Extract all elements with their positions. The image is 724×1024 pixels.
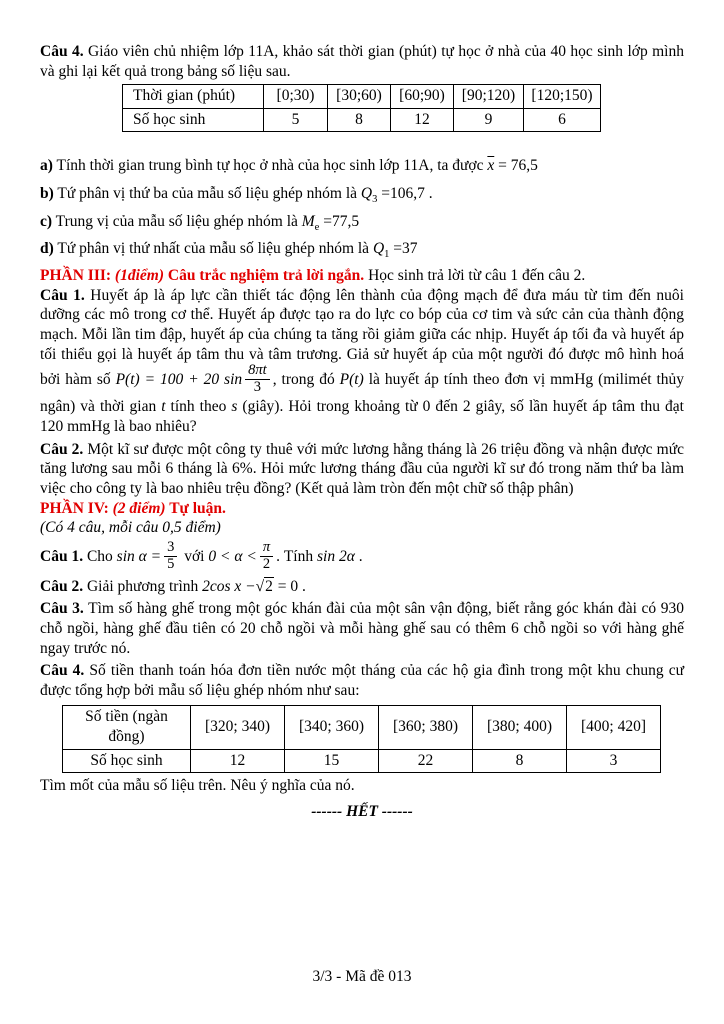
table-cell: 5: [264, 108, 328, 131]
table-cell: 3: [567, 749, 661, 772]
table-row-header: [123, 85, 601, 108]
paragraph-part4-cau1: [40, 538, 684, 574]
section-title: Câu trắc nghiệm trả lời ngắn.: [164, 266, 365, 284]
statement-d: [40, 239, 684, 259]
section-instruction: Học sinh trả lời từ câu 1 đến câu 2.: [364, 266, 586, 284]
question-text: Cho: [83, 547, 117, 565]
math-sqrt: √2: [255, 577, 273, 595]
question-label: Câu 4.: [40, 43, 84, 60]
table-cell: [30;60): [328, 85, 391, 108]
statement-label: b): [40, 184, 54, 202]
statement-text: Trung vị của mẫu số liệu ghép nhóm là: [52, 212, 302, 230]
math-var: Q: [360, 184, 373, 202]
section-number: PHẦN IV:: [40, 499, 113, 517]
fraction-denominator: 3: [253, 379, 262, 396]
question-text: Tìm số hàng ghế trong một góc khán đài của một sân vận động, biết rằng góc khán đài có 930 chỗ ngồi, hàng ghế đầu tiên có 20 chỗ ngồi và mỗi hàng ghế sau có thêm 6 chỗ ngồi so với hàng ghế ngay trước nó.: [40, 600, 685, 657]
table-row-values: [123, 108, 601, 131]
statement-b: [40, 184, 684, 204]
fraction-denominator: 5: [167, 555, 175, 572]
math-fraction: [260, 540, 273, 573]
statement-label: c): [40, 212, 53, 230]
table-cell: [90;120): [454, 85, 524, 108]
table-cell: [360; 380): [379, 705, 473, 749]
math-xbar: $\overline{x}$: [487, 157, 495, 175]
table-row-header: [63, 705, 661, 749]
table-cell: [0;30): [264, 85, 328, 108]
statement-text: Tứ phân vị thứ nhất của mẫu số liệu ghép nhóm là: [53, 240, 373, 258]
question-text: với: [180, 547, 209, 565]
math-expression: 0 < α <: [208, 547, 257, 565]
question-text: tính theo: [165, 398, 232, 416]
table-cell: Thời gian (phút): [123, 85, 264, 108]
statement-tail: .: [424, 184, 433, 202]
paragraph-part4-cau2: [40, 577, 684, 597]
math-var: P(t): [339, 371, 364, 389]
math-expression: = 0: [277, 577, 299, 595]
math-var: t: [161, 398, 166, 416]
section-number: PHẦN III:: [40, 266, 115, 284]
question-label: Câu 1.: [40, 547, 84, 565]
water-bill-table: [62, 705, 661, 773]
table-cell: 8: [473, 749, 567, 772]
question-text: , trong đó: [272, 371, 340, 389]
math-var: M: [301, 212, 315, 230]
math-subscript: 1: [384, 249, 390, 261]
math-value: =77,5: [323, 212, 360, 230]
statement-label: d): [40, 240, 54, 258]
paragraph-part3-cau2: [40, 440, 684, 499]
question-text: là huyết áp tính theo đơn vị mmHg (milimét thủy ngân) và thời gian: [40, 371, 685, 416]
statement-c: [40, 212, 684, 232]
paragraph-part3-cau1: [40, 286, 684, 437]
math-function: P(t) = 100 + 20 sin: [115, 371, 243, 389]
table-cell: 15: [285, 749, 379, 772]
section-points: (2 điểm): [112, 499, 166, 517]
section-title: Tự luận.: [165, 499, 226, 517]
table-cell: 9: [454, 108, 524, 131]
question-label: Câu 4.: [40, 662, 85, 680]
question-text: Huyết áp là áp lực cần thiết tác động lên thành của động mạch để đưa máu từ tim đến nuôi dưỡng các mô trong cơ thể. Huyết áp được tạo ra do lực co bóp của cơ tim và sức cản của thành động mạch. Mỗi lần tim đập, huyết áp của chúng ta tăng rồi giảm giữa các nhịp. Huyết áp tối đa và huyết áp tối thiểu gọi là huyết áp tâm thu và tâm trương. Giả sử huyết áp của một người đó được mô hình hoá bởi hàm số: [40, 286, 684, 389]
table-cell: Số học sinh: [63, 749, 191, 772]
table-cell: [400; 420]: [567, 705, 661, 749]
question-text: Giáo viên chủ nhiệm lớp 11A, khảo sát thời gian (phút) tự học ở nhà của 40 học sinh lớp mình và ghi lại kết quả trong bảng số liệu sau.: [40, 43, 684, 80]
fraction-numerator: 3: [164, 540, 177, 557]
paragraph-cau4-statistics: [40, 42, 684, 81]
fraction-denominator: 2: [262, 555, 271, 572]
table-cell: 12: [191, 749, 285, 772]
section-note: (Có 4 câu, mỗi câu 0,5 điểm): [40, 519, 221, 537]
math-var: s: [231, 398, 238, 416]
question-text: . Tính: [276, 547, 317, 565]
section-heading-part4: [40, 499, 684, 519]
table-cell: Số tiền (ngàn đồng): [63, 705, 191, 749]
table-cell: [380; 400): [473, 705, 567, 749]
table-cell: [60;90): [391, 85, 454, 108]
question-text: Số tiền thanh toán hóa đơn tiền nước một tháng của các hộ gia đình trong một khu chung cư được tổng hợp bởi mẫu số liệu ghép nhóm như sau:: [40, 662, 684, 700]
question-text: Giải phương trình: [83, 577, 203, 595]
table-cell: Số học sinh: [123, 108, 264, 131]
math-fraction: [164, 540, 177, 573]
math-value: =37: [393, 240, 418, 258]
question-label: Câu 2.: [40, 440, 84, 458]
fraction-numerator: 8πt: [245, 363, 270, 380]
math-value: = 76,5: [498, 157, 538, 175]
sqrt-argument: 2: [265, 577, 273, 595]
math-var: Q: [372, 240, 385, 258]
statement-a: [40, 156, 684, 176]
section-points: (1điểm): [114, 266, 164, 284]
page-footer: 3/3 - Mã đề 013: [312, 968, 412, 985]
statement-text: Tứ phân vị thứ ba của mẫu số liệu ghép nhóm là: [53, 184, 361, 202]
table-cell: [120;150): [524, 85, 601, 108]
math-subscript: 3: [372, 194, 378, 206]
table-cell: 6: [524, 108, 601, 131]
question-label: Câu 3.: [40, 600, 84, 618]
table-cell: 8: [328, 108, 391, 131]
math-expression: sin 2α: [316, 547, 355, 565]
paragraph-part4-cau3: [40, 599, 684, 658]
math-expression: sin α =: [116, 547, 162, 565]
statement-text: Tính thời gian trung bình tự học ở nhà của học sinh lớp 11A, ta được: [52, 157, 488, 175]
section-heading-part3: [40, 266, 684, 286]
math-expression: 2cos x −: [202, 577, 256, 595]
math-subscript: e: [314, 221, 320, 233]
statement-label: a): [40, 157, 53, 175]
paragraph-part4-cau4: [40, 661, 684, 700]
question-followup: Tìm mốt của mẫu số liệu trên. Nêu ý nghĩa của nó.: [40, 777, 355, 795]
math-fraction: [245, 363, 270, 396]
question-label: Câu 1.: [40, 286, 85, 304]
table-row-values: [63, 749, 661, 772]
question-text: Một kĩ sư được một công ty thuê với mức lương hằng tháng là 26 triệu đồng và nhận được mức tăng lương sau mỗi 6 tháng là 6%. Hỏi mức lương tháng đầu của người kĩ sư đó trong năm thứ ba làm việc cho công ty là bao nhiêu trệu đồng? (Kết quả làm tròn đến một chữ số thập phân): [40, 440, 684, 497]
table-cell: 12: [391, 108, 454, 131]
table-cell: 22: [379, 749, 473, 772]
page-content: [40, 42, 684, 821]
study-time-table: [122, 84, 601, 132]
question-text: .: [298, 577, 306, 595]
question-label: Câu 2.: [40, 577, 84, 595]
math-value: =106,7: [381, 184, 425, 202]
question-text: (giây). Hỏi trong khoảng từ 0 đến 2 giây, số lần huyết áp tâm thu đạt 120 mmHg là bao nhiêu?: [40, 398, 684, 435]
table-cell: [340; 360): [285, 705, 379, 749]
question-text: .: [354, 547, 363, 565]
end-marker: ------ HẾT ------: [311, 802, 413, 820]
table-cell: [320; 340): [191, 705, 285, 749]
fraction-numerator: π: [260, 540, 273, 557]
